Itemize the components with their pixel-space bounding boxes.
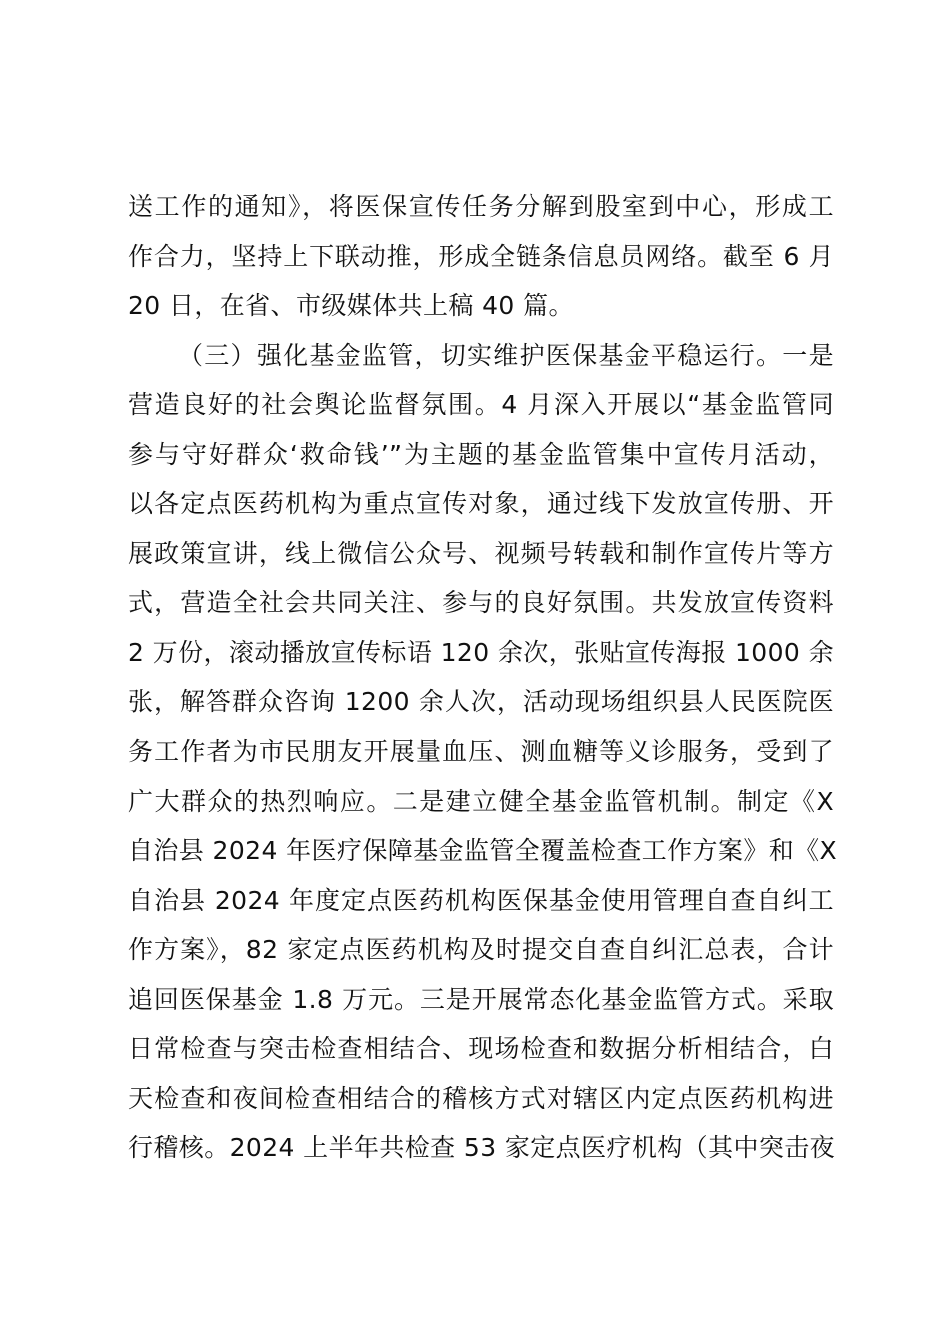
text-line: 展政策宣讲，线上微信公众号、视频号转载和制作宣传片等方 — [128, 538, 834, 568]
body-text — [128, 182, 838, 1173]
text-line: 广大群众的热烈响应。二是建立健全基金监管机制。制定《X — [128, 786, 834, 816]
text-line: 追回医保基金 1.8 万元。三是开展常态化基金监管方式。采取 — [128, 984, 834, 1014]
text-line: 天检查和夜间检查相结合的稽核方式对辖区内定点医药机构进 — [128, 1083, 834, 1113]
text-line: 营造良好的社会舆论监督氛围。4 月深入开展以“基金监管同 — [128, 390, 834, 420]
text-line: 日常检查与突击检查相结合、现场检查和数据分析相结合，白 — [128, 1034, 834, 1064]
text-line: 自治县 2024 年医疗保障基金监管全覆盖检查工作方案》和《X — [128, 836, 838, 866]
text-line: 自治县 2024 年度定点医药机构医保基金使用管理自查自纠工 — [128, 885, 834, 915]
text-line: 参与守好群众‘救命钱’”为主题的基金监管集中宣传月活动， — [128, 439, 834, 469]
text-line: 作方案》，82 家定点医药机构及时提交自查自纠汇总表，合计 — [128, 935, 834, 965]
section-heading-line: （三）强化基金监管，切实维护医保基金平稳运行。一是 — [178, 340, 834, 370]
text-line: 行稽核。2024 上半年共检查 53 家定点医疗机构（其中突击夜 — [128, 1133, 836, 1163]
text-line: 送工作的通知》，将医保宣传任务分解到股室到中心，形成工 — [128, 192, 834, 221]
text-line: 作合力，坚持上下联动推，形成全链条信息员网络。截至 6 月 — [128, 241, 834, 271]
text-line: 以各定点医药机构为重点宣传对象，通过线下发放宣传册、开 — [128, 489, 834, 519]
text-line: 式，营造全社会共同关注、参与的良好氛围。共发放宣传资料 — [128, 588, 834, 618]
text-line: 2 万份，滚动播放宣传标语 120 余次，张贴宣传海报 1000 余 — [128, 637, 834, 667]
text-line: 张，解答群众咨询 1200 余人次，活动现场组织县人民医院医 — [128, 687, 834, 717]
text-line: 务工作者为市民朋友开展量血压、测血糖等义诊服务，受到了 — [128, 737, 834, 767]
text-line: 20 日，在省、市级媒体共上稿 40 篇。 — [128, 291, 574, 321]
